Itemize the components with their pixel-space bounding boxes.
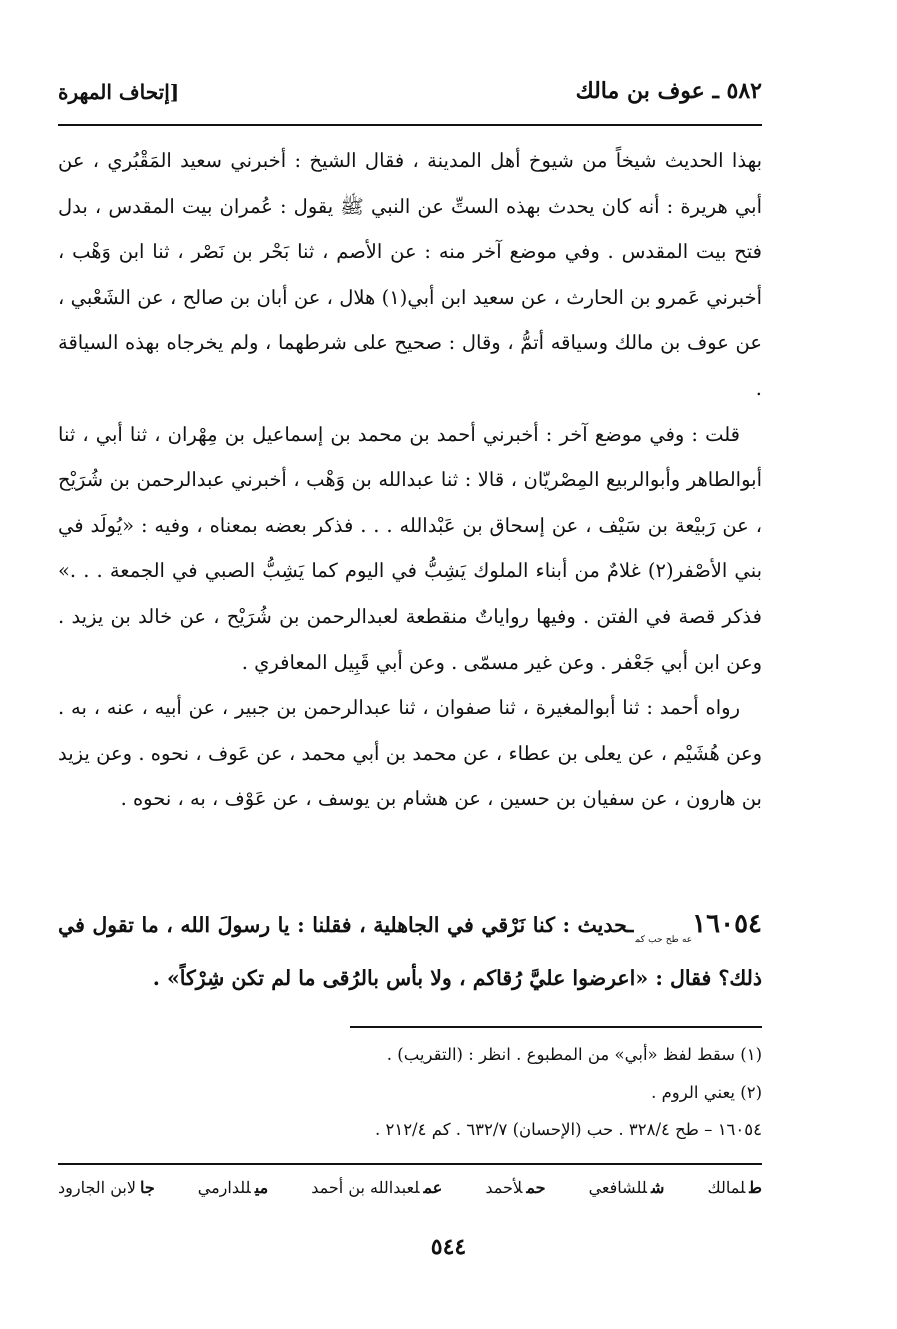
abbreviation-meaning: للدارمي — [197, 1178, 251, 1197]
header-divider — [58, 124, 762, 126]
abbreviations-divider — [58, 1163, 762, 1165]
abbreviation-item — [198, 1178, 268, 1197]
footnote-1: (١) سقط لفظ «أبي» من المطبوع . انظر : (التقريب) . — [386, 1045, 762, 1064]
abbreviation-code: ش — [651, 1178, 665, 1197]
running-header-book-title: [إتحاف المهرة — [58, 80, 180, 104]
paragraph-2: قلت : وفي موضع آخر : أخبرني أحمد بن محمد بن إسماعيل بن مِهْران ، ثنا أبي ، ثنا أبوالطاهر وأبوالربيع المِصْريّان ، قالا : ثنا عبدالله بن وَهْب ، أخبرني عبدالرحمن بن شُرَيْح ، عن رَبيْعة بن سَيْف ، عن إسحاق بن عَبْدالله . . . فذكر بعضه بمعناه ، وفيه : «يُولَد في بني الأصْفر(٢) غلامٌ من أبناء الملوك يَشِبُّ في اليوم كما يَشِبُّ الصبي في الجمعة . . .» فذكر قصة في الفتن . وفيها رواياتٌ منقطعة لعبدالرحمن بن شُرَيْح ، عن خالد بن يزيد . وعن ابن أبي جَعْفر . وعن غير مسمّى . وعن أبي قَبِيل المعافري . — [58, 422, 763, 674]
hadith-sigla: عه طح حب كم — [635, 935, 693, 945]
paragraph-3: رواه أحمد : ثنا أبوالمغيرة ، ثنا صفوان ، ثنا عبدالرحمن بن جبير ، عن أبيه ، عنه ، به . وعن هُشَيْم ، عن يعلى بن عطاء ، عن محمد بن أبي محمد ، عن عَوف ، نحوه . وعن يزيد بن هارون ، عن سفيان بن حسين ، عن هشام بن يوسف ، عن عَوْف ، به ، نحوه . — [58, 696, 762, 811]
abbreviation-item — [707, 1178, 762, 1197]
abbreviations-key — [58, 1178, 762, 1197]
abbreviation-code: عم — [423, 1178, 443, 1197]
hadith-text: ـحديث : كنا نَرْقي في الجاهلية ، فقلنا : يا رسولَ الله ، ما تقول في ذلك؟ فقال : «اعرضوا عليَّ رُقاكم ، ولا بأس بالرُقى ما لم تكن شِرْكاً» . — [58, 913, 762, 990]
abbreviation-item — [58, 1178, 155, 1197]
abbreviation-item — [589, 1178, 665, 1197]
abbreviation-code: مي — [254, 1178, 269, 1197]
abbreviation-item — [311, 1178, 442, 1197]
abbreviation-meaning: لمالك — [707, 1178, 746, 1197]
abbreviation-item — [485, 1178, 545, 1197]
hadith-number: ١٦٠٥٤ — [692, 909, 762, 939]
abbreviation-meaning: للشافعي — [588, 1178, 648, 1197]
main-text — [58, 138, 762, 822]
abbreviation-meaning: لأحمد — [485, 1178, 523, 1197]
running-header-chapter: ٥٨٢ ـ عوف بن مالك — [575, 78, 762, 104]
footnote-2: (٢) يعني الروم . — [651, 1082, 762, 1102]
hadith-entry — [58, 905, 762, 997]
footnote-3: ١٦٠٥٤ – طح ٣٢٨/٤ . حب (الإحسان) ٦٣٢/٧ . كم ٢١٢/٤ . — [374, 1120, 762, 1139]
abbreviation-code: حم — [526, 1178, 546, 1197]
abbreviation-meaning: لعبدالله بن أحمد — [311, 1178, 420, 1197]
abbreviation-code: جا — [139, 1178, 155, 1197]
footnote-divider — [350, 1026, 762, 1028]
page-number: ٥٤٤ — [430, 1234, 467, 1260]
abbreviation-meaning: لابن الجارود — [58, 1178, 136, 1197]
paragraph-1: بهذا الحديث شيخاً من شيوخ أهل المدينة ، فقال الشيخ : أخبرني سعيد المَقْبُري ، عن أبي هريرة : أنه كان يحدث بهذه الستِّ عن النبي ﷺ يقول : عُمران بيت المقدس ، بدل فتح بيت المقدس . وفي موضع آخر منه : عن الأصم ، ثنا بَحْر بن نَصْر ، ثنا ابن وَهْب ، أخبرني عَمرو بن الحارث ، عن سعيد ابن أبي(١) هلال ، عن أبان بن صالح ، عن الشَعْبي ، عن عوف بن مالك وسياقه أتمُّ ، وقال : صحيح على شرطهما ، ولم يخرجاه بهذه السياقة . — [58, 149, 762, 400]
footnotes — [58, 1036, 762, 1149]
abbreviation-code: ط — [749, 1178, 762, 1197]
